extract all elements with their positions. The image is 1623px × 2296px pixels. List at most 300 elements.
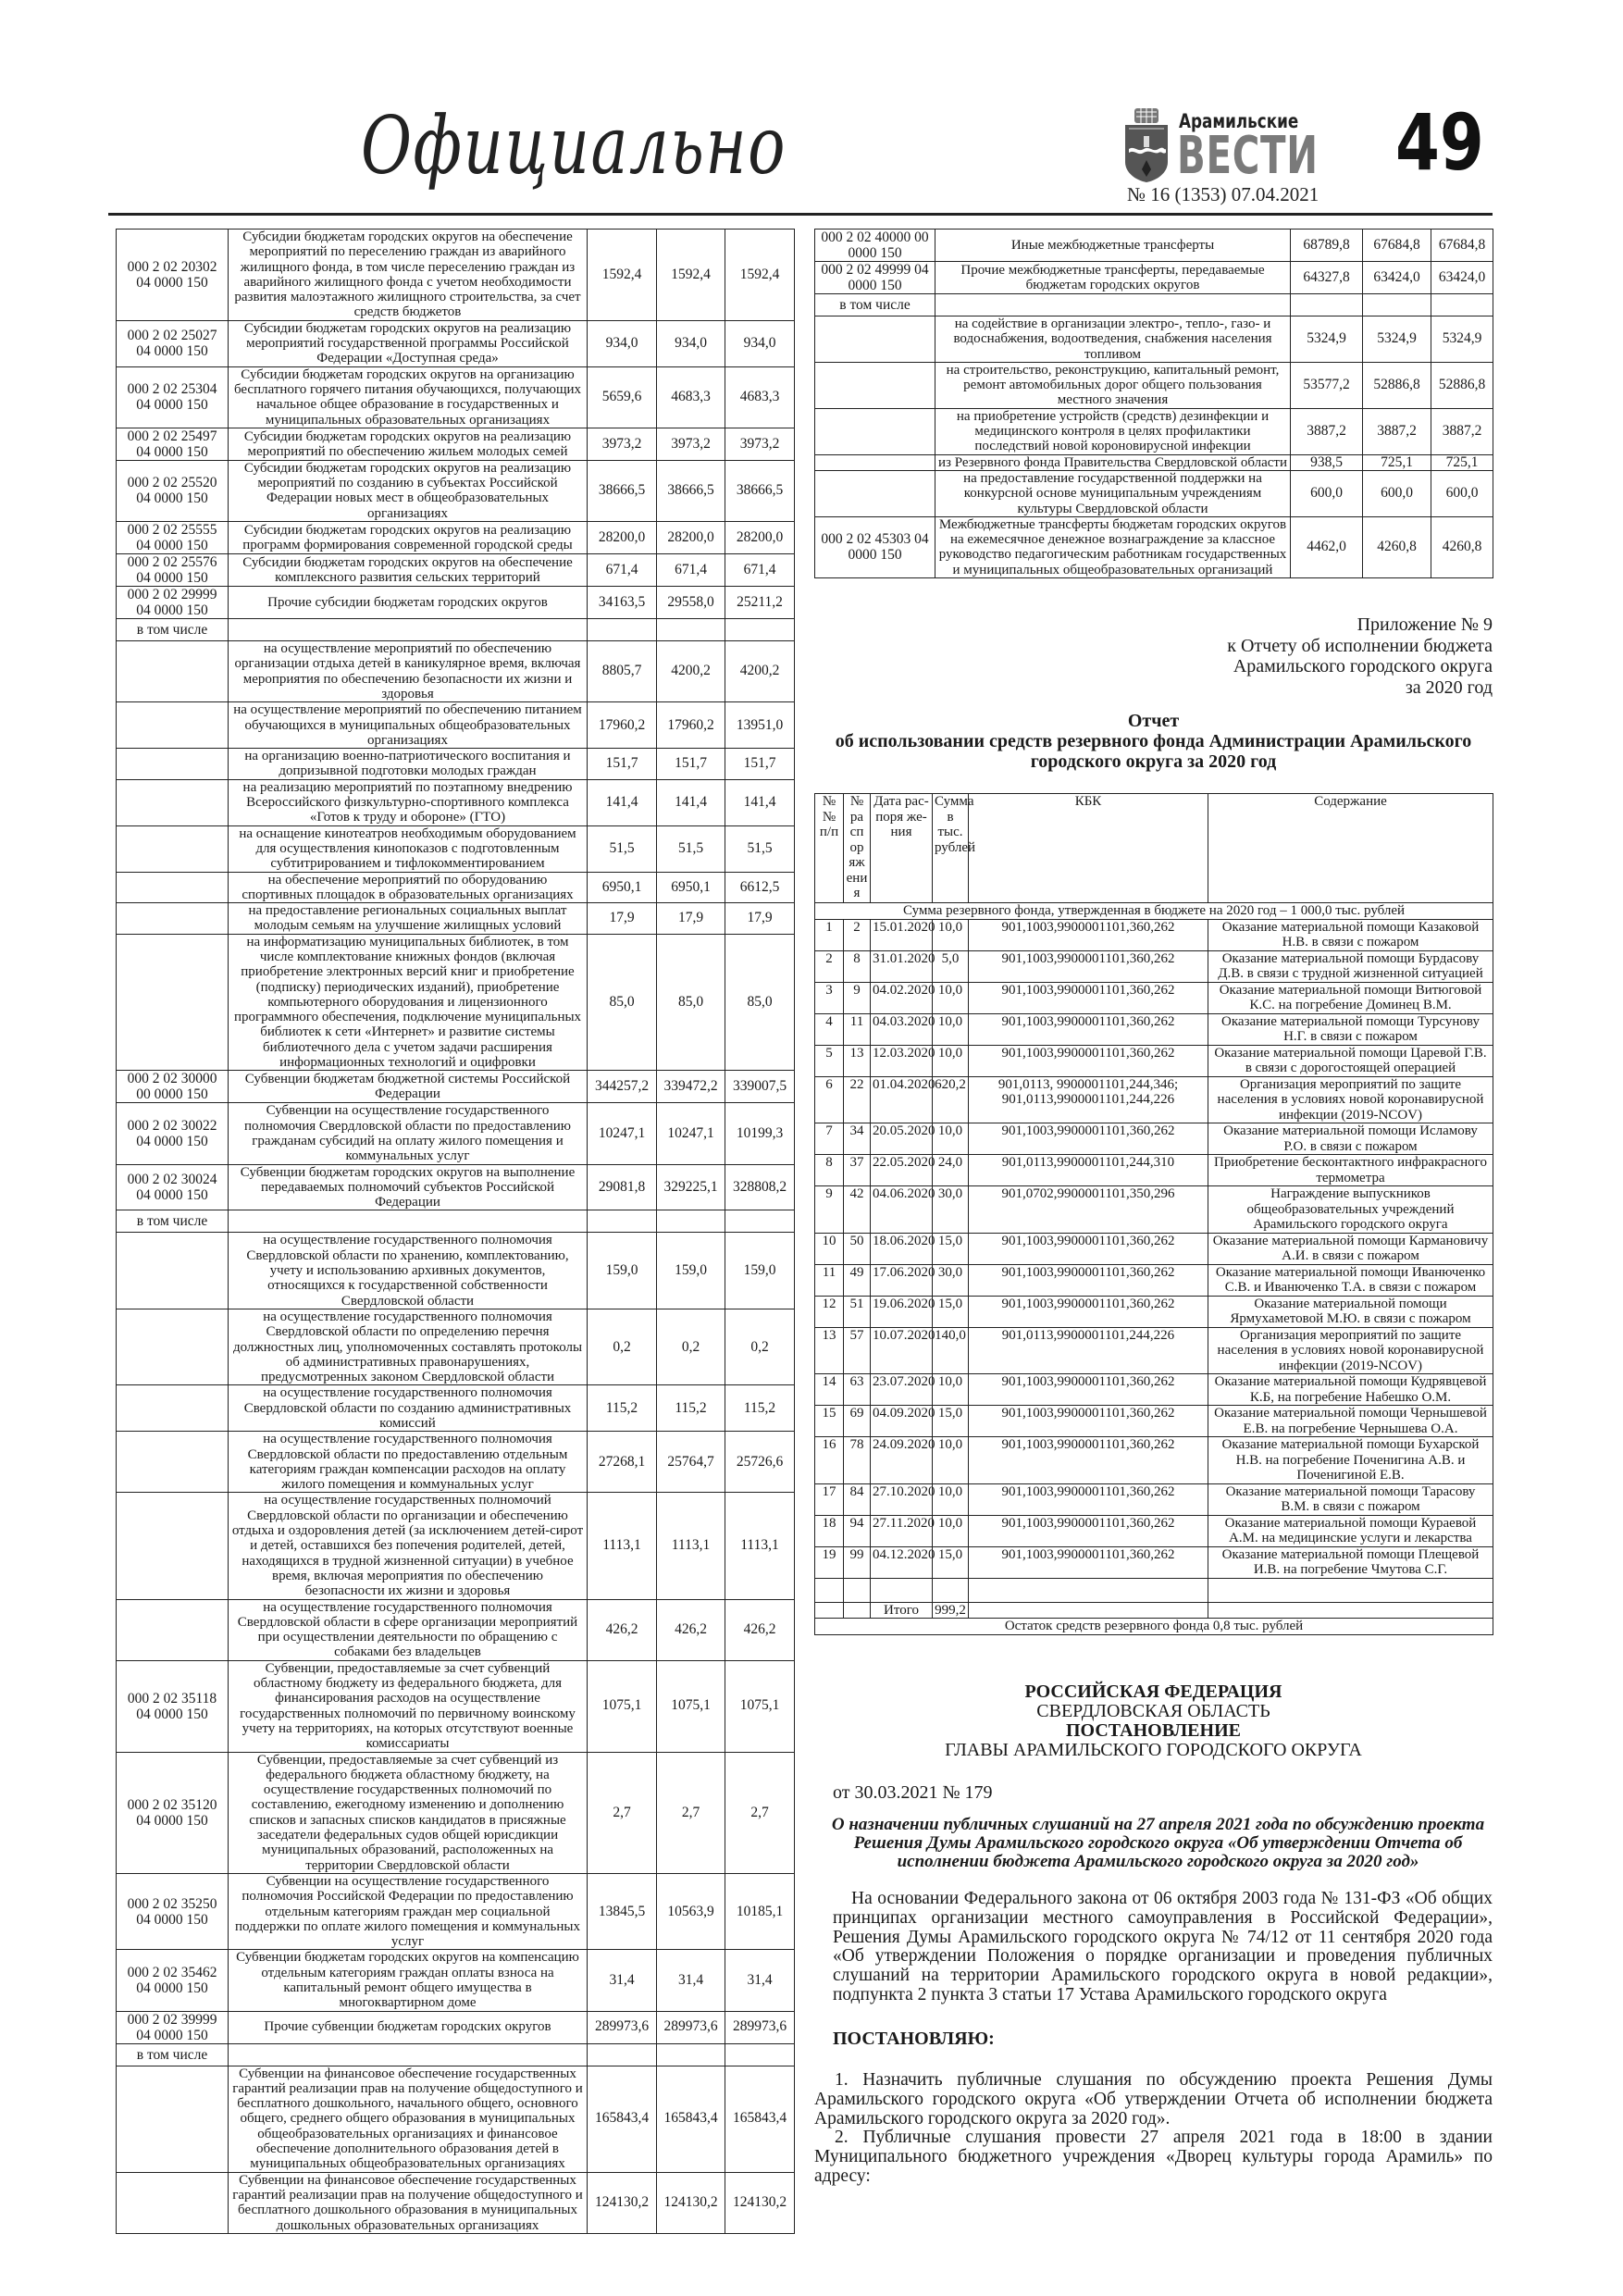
content: Оказание материальной помощи Царевой Г.В. в связи с дорогостоящей операцией (1208, 1045, 1493, 1076)
table-row (117, 522, 795, 554)
decree-preamble (833, 1890, 1493, 2005)
value-col-1: 38666,5 (588, 460, 657, 521)
blank-cell (815, 1578, 844, 1602)
budget-code (117, 1309, 229, 1384)
value-col-2 (657, 1210, 725, 1233)
order-date: 04.02.2020 (871, 982, 933, 1013)
table-row (117, 2066, 795, 2172)
content: Оказание материальной помощи Кармановичу А.И. в связи с пожаром (1208, 1233, 1493, 1264)
value-col-2: 339472,2 (657, 1071, 725, 1103)
table-row (815, 316, 1493, 363)
appendix-line: Приложение № 9 (1357, 614, 1493, 635)
table-row (815, 516, 1493, 577)
row-number: 15 (815, 1406, 844, 1437)
value-col-1 (1291, 294, 1363, 316)
decree-issuer: ГЛАВЫ АРАМИЛЬСКОГО ГОРОДСКОГО ОКРУГА (945, 1740, 1362, 1760)
value-col-3: 934,0 (725, 320, 795, 366)
value-col-2: 5324,9 (1363, 316, 1431, 363)
table-row (117, 230, 795, 321)
value-col-3: 13951,0 (725, 702, 795, 749)
table-row (815, 454, 1493, 470)
column-header-sum: Сумма в тыс. рублей (933, 794, 969, 903)
value-col-1: 17,9 (588, 903, 657, 935)
table-row (117, 641, 795, 702)
value-col-3: 1592,4 (725, 230, 795, 321)
value-col-2: 1592,4 (657, 230, 725, 321)
content: Оказание материальной помощи Иванюченко С.В. и Иванюченко Т.А. в связи с пожаром (1208, 1264, 1493, 1296)
budget-code: в том числе (117, 619, 229, 641)
value-col-3: 25211,2 (725, 587, 795, 619)
budget-description: Субвенции, предоставляемые за счет субвенций областному бюджету из федерального бюджета, для финансирования расходов на осуществление государственных полномочий по первичному воинскому учету на территориях, на которых отсутствуют военные комиссариаты (229, 1660, 588, 1752)
budget-description: на осуществление государственного полномочия Свердловской области по хранению, комплектованию, учету и использованию архивных документов, относящихся к государственной собственности Свердловской области (229, 1233, 588, 1309)
value-col-1: 3887,2 (1291, 408, 1363, 454)
total-row (815, 1602, 1493, 1619)
budget-code (815, 408, 935, 454)
value-col-3: 85,0 (725, 934, 795, 1071)
budget-description: на строительство, реконструкцию, капитальный ремонт, ремонт автомобильных дорог общего пользования местного значения (935, 362, 1291, 408)
table-row (117, 1873, 795, 1949)
order-number: 69 (844, 1406, 871, 1437)
row-number: 17 (815, 1483, 844, 1515)
table-row (117, 779, 795, 825)
budget-description (229, 619, 588, 641)
budget-code: 000 2 02 25520 04 0000 150 (117, 460, 229, 521)
remainder: Остаток средств резервного фонда 0,8 тыс. рублей (815, 1619, 1493, 1635)
content: Организация мероприятий по защите населения в условиях новой коронавирусной инфекции (2019-NCOV) (1208, 1327, 1493, 1374)
value-col-3: 38666,5 (725, 460, 795, 521)
logo-big-text: ВЕСТИ (1177, 126, 1319, 186)
budget-code: 000 2 02 25555 04 0000 150 (117, 522, 229, 554)
budget-code (117, 903, 229, 935)
table-row (117, 1660, 795, 1752)
table-row (117, 903, 795, 935)
value-col-1: 141,4 (588, 779, 657, 825)
budget-description: Субвенции бюджетам бюджетной системы Российской Федерации (229, 1071, 588, 1103)
budget-code (117, 1233, 229, 1309)
content: Приобретение бесконтактного инфракрасного термометра (1208, 1155, 1493, 1186)
value-col-1: 600,0 (1291, 470, 1363, 516)
table-row (815, 470, 1493, 516)
budget-description: на организацию военно-патриотического воспитания и допризывной подготовки молодых граждан (229, 749, 588, 780)
kbk-code: 901,1003,9900001101,360,262 (969, 1264, 1208, 1296)
value-col-1: 6950,1 (588, 872, 657, 903)
budget-code (117, 749, 229, 780)
budget-code: 000 2 02 35462 04 0000 150 (117, 1950, 229, 2011)
table-row (117, 320, 795, 366)
amount: 15,0 (933, 1406, 969, 1437)
total-sum: 999,2 (933, 1602, 969, 1619)
value-col-2: 115,2 (657, 1385, 725, 1432)
budget-description: на осуществление мероприятий по обеспечению организации отдыха детей в каникулярное время, включая мероприятия по обеспечению безопасности их жизни и здоровья (229, 641, 588, 702)
value-col-3: 600,0 (1431, 470, 1493, 516)
amount: 30,0 (933, 1264, 969, 1296)
table-row (117, 428, 795, 460)
table-row (117, 1103, 795, 1164)
order-date: 31.01.2020 (871, 950, 933, 982)
reserve-row (815, 1327, 1493, 1374)
amount: 620,2 (933, 1076, 969, 1123)
column-header-order: № распоряжения (844, 794, 871, 903)
value-col-3: 159,0 (725, 1233, 795, 1309)
budget-code (117, 641, 229, 702)
order-number: 49 (844, 1264, 871, 1296)
budget-code (117, 779, 229, 825)
order-number: 99 (844, 1546, 871, 1578)
budget-code (815, 362, 935, 408)
budget-code (117, 702, 229, 749)
reserve-fund-table (814, 793, 1493, 1635)
order-date: 04.12.2020 (871, 1546, 933, 1578)
budget-description: Субвенции на финансовое обеспечение государственных гарантий реализации прав на получение общедоступного и бесплатного дошкольного, начального общего, основного общего, среднего общего образования в муниципальных общеобразовательных организациях и финансовое обеспечение дополнительного образования детей в муниципальных общеобразовательных организациях (229, 2066, 588, 2172)
order-date: 19.06.2020 (871, 1296, 933, 1327)
kbk-code: 901,1003,9900001101,360,262 (969, 950, 1208, 982)
kbk-code: 901,1003,9900001101,360,262 (969, 1123, 1208, 1155)
table-row (117, 1164, 795, 1210)
reserve-row (815, 982, 1493, 1013)
value-col-1: 151,7 (588, 749, 657, 780)
content: Оказание материальной помощи Витюговой К.С. на погребение Доминец В.М. (1208, 982, 1493, 1013)
amount: 10,0 (933, 982, 969, 1013)
decree-item: 1. Назначить публичные слушания по обсуждению проекта Решения Думы Арамильского городского округа «Об утверждении Отчета об исполнении бюджета Арамильского городского округа за 2020 год». (814, 2070, 1493, 2128)
amount: 10,0 (933, 1515, 969, 1546)
reserve-row (815, 1045, 1493, 1076)
budget-code (117, 872, 229, 903)
kbk-code: 901,1003,9900001101,360,262 (969, 982, 1208, 1013)
value-col-1: 1113,1 (588, 1493, 657, 1599)
kbk-code: 901,1003,9900001101,360,262 (969, 1483, 1208, 1515)
kbk-code: 901,1003,9900001101,360,262 (969, 1374, 1208, 1406)
blank-cell (844, 1602, 871, 1619)
order-number: 84 (844, 1483, 871, 1515)
value-col-3: 51,5 (725, 825, 795, 872)
row-number: 10 (815, 1233, 844, 1264)
budget-code: 000 2 02 45303 04 0000 150 (815, 516, 935, 577)
value-col-2: 67684,8 (1363, 230, 1431, 262)
table-row (117, 749, 795, 780)
budget-code: 000 2 02 35118 04 0000 150 (117, 1660, 229, 1752)
budget-description: Субсидии бюджетам городских округов на реализацию программ формирования современной городской среды (229, 522, 588, 554)
value-col-1: 124130,2 (588, 2172, 657, 2233)
content: Оказание материальной помощи Тарасову В.М. в связи с пожаром (1208, 1483, 1493, 1515)
budget-code (117, 1432, 229, 1493)
budget-description: на предоставление государственной поддержки на конкурсной основе муниципальным учреждениям культуры Свердловской области (935, 470, 1291, 516)
reserve-row (815, 1123, 1493, 1155)
reserve-row (815, 1264, 1493, 1296)
value-col-2 (657, 2043, 725, 2066)
budget-code (117, 934, 229, 1071)
table-row (117, 1385, 795, 1432)
order-number: 8 (844, 950, 871, 982)
table-row (815, 362, 1493, 408)
value-col-3: 289973,6 (725, 2011, 795, 2043)
amount: 10,0 (933, 1013, 969, 1045)
budget-description: на осуществление государственного полномочия Свердловской области по определению перечня должностных лиц, уполномоченных составлять протоколы об административных правонарушениях, предусмотренных законом Свердловской области (229, 1309, 588, 1384)
row-number: 19 (815, 1546, 844, 1578)
value-col-2: 671,4 (657, 554, 725, 587)
order-date: 18.06.2020 (871, 1233, 933, 1264)
order-date: 04.06.2020 (871, 1186, 933, 1234)
value-col-1: 344257,2 (588, 1071, 657, 1103)
order-number: 42 (844, 1186, 871, 1234)
budget-code: 000 2 02 29999 04 0000 150 (117, 587, 229, 619)
value-col-1: 4462,0 (1291, 516, 1363, 577)
row-number: 14 (815, 1374, 844, 1406)
value-col-2 (657, 619, 725, 641)
value-col-2 (1363, 294, 1431, 316)
order-date: 12.03.2020 (871, 1045, 933, 1076)
amount: 24,0 (933, 1155, 969, 1186)
budget-code: 000 2 02 30000 00 0000 150 (117, 1071, 229, 1103)
table-row (117, 2172, 795, 2233)
budget-code: 000 2 02 20302 04 0000 150 (117, 230, 229, 321)
budget-description: на осуществление государственных полномочий Свердловской области по организации и обеспечению отдыха и оздоровления детей (за исключением детей-сирот и детей, оставшихся без попечения родителей, детей, находящихся в трудной жизненной ситуации) в учебное время, включая мероприятия по обеспечению безопасности их жизни и здоровья (229, 1493, 588, 1599)
order-number: 37 (844, 1155, 871, 1186)
order-date: 27.10.2020 (871, 1483, 933, 1515)
blank-cell (1208, 1602, 1493, 1619)
value-col-1: 671,4 (588, 554, 657, 587)
table-row (117, 934, 795, 1071)
reserve-row (815, 1233, 1493, 1264)
budget-description (935, 294, 1291, 316)
content: Оказание материальной помощи Турсунову Н.Г. в связи с пожаром (1208, 1013, 1493, 1045)
budget-description: Субсидии бюджетам городских округов на организацию бесплатного горячего питания обучающихся, получающих начальное общее образование в государственных и муниципальных образовательных организациях (229, 366, 588, 428)
amount: 10,0 (933, 1374, 969, 1406)
budget-code (117, 825, 229, 872)
budget-description: на обеспечение мероприятий по оборудованию спортивных площадок в образовательных организациях (229, 872, 588, 903)
value-col-2: 165843,4 (657, 2066, 725, 2172)
content: Оказание материальной помощи Кудрявцевой К.Б, на погребение Набешко О.М. (1208, 1374, 1493, 1406)
decree-header (814, 1682, 1493, 1760)
value-col-2: 51,5 (657, 825, 725, 872)
table-row (117, 1309, 795, 1384)
reserve-row (815, 1483, 1493, 1515)
value-col-2: 934,0 (657, 320, 725, 366)
amount: 10,0 (933, 1123, 969, 1155)
amount: 10,0 (933, 1437, 969, 1484)
reserve-row (815, 950, 1493, 982)
order-number: 13 (844, 1045, 871, 1076)
appendix-line: к Отчету об исполнении бюджета (1227, 635, 1493, 656)
decree-resolve: ПОСТАНОВЛЯЮ: (833, 2029, 995, 2049)
value-col-3: 67684,8 (1431, 230, 1493, 262)
value-col-1 (588, 619, 657, 641)
value-col-3: 17,9 (725, 903, 795, 935)
value-col-1: 0,2 (588, 1309, 657, 1384)
row-number: 6 (815, 1076, 844, 1123)
table-row (117, 1233, 795, 1309)
table-row (815, 294, 1493, 316)
value-col-3: 52886,8 (1431, 362, 1493, 408)
appendix-line: за 2020 год (1405, 676, 1493, 698)
order-number: 50 (844, 1233, 871, 1264)
value-col-2: 1075,1 (657, 1660, 725, 1752)
budget-description: на оснащение кинотеатров необходимым оборудованием для осуществления кинопоказов с подготовленным субтитрированием и тифлокомментированием (229, 825, 588, 872)
value-col-2: 17960,2 (657, 702, 725, 749)
budget-description: Субвенции на осуществление государственного полномочия Российской Федерации по предоставлению отдельным категориям граждан мер социальной поддержки по оплате жилого помещения и коммунальных услуг (229, 1873, 588, 1949)
budget-code (815, 470, 935, 516)
budget-description: из Резервного фонда Правительства Свердловской области (935, 454, 1291, 470)
value-col-2: 63424,0 (1363, 262, 1431, 294)
order-number: 94 (844, 1515, 871, 1546)
budget-code (117, 1493, 229, 1599)
value-col-1: 5324,9 (1291, 316, 1363, 363)
reserve-row (815, 1155, 1493, 1186)
budget-code (117, 2172, 229, 2233)
reserve-row (815, 1374, 1493, 1406)
budget-description: на реализацию мероприятий по поэтапному внедрению Всероссийского физкультурно-спортивного комплекса «Готов к труду и обороне» (ГТО) (229, 779, 588, 825)
budget-description: Межбюджетные трансферты бюджетам городских округов на ежемесячное денежное вознаграждение за классное руководство педагогическим работникам государственных и муниципальных общеобразовательных организаций (935, 516, 1291, 577)
budget-code: 000 2 02 25304 04 0000 150 (117, 366, 229, 428)
content: Оказание материальной помощи Плещевой И.В. на погребение Чмутова С.Г. (1208, 1546, 1493, 1578)
reserve-row (815, 1076, 1493, 1123)
value-col-2: 4200,2 (657, 641, 725, 702)
row-number: 12 (815, 1296, 844, 1327)
value-col-1: 85,0 (588, 934, 657, 1071)
decree-date-number: от 30.03.2021 № 179 (833, 1782, 993, 1803)
value-col-2: 85,0 (657, 934, 725, 1071)
value-col-1: 1075,1 (588, 1660, 657, 1752)
newspaper-logo (1123, 108, 1345, 184)
blank-cell (933, 1578, 969, 1602)
decree-items (814, 2071, 1493, 2187)
row-number: 13 (815, 1327, 844, 1374)
order-number: 22 (844, 1076, 871, 1123)
value-col-3: 151,7 (725, 749, 795, 780)
table-row (117, 825, 795, 872)
table-row (117, 872, 795, 903)
kbk-code: 901,1003,9900001101,360,262 (969, 919, 1208, 950)
decree-type: ПОСТАНОВЛЕНИЕ (1066, 1720, 1241, 1741)
value-col-3: 426,2 (725, 1599, 795, 1660)
value-col-1: 115,2 (588, 1385, 657, 1432)
value-col-3 (1431, 294, 1493, 316)
value-col-2: 159,0 (657, 1233, 725, 1309)
row-number: 1 (815, 919, 844, 950)
budget-description: на содействие в организации электро-, тепло-, газо- и водоснабжения, водоотведения, снабжения населения топливом (935, 316, 1291, 363)
value-col-3: 2,7 (725, 1752, 795, 1873)
budget-code: в том числе (815, 294, 935, 316)
value-col-3 (725, 1210, 795, 1233)
budget-code (117, 1599, 229, 1660)
value-col-1: 34163,5 (588, 587, 657, 619)
order-number: 51 (844, 1296, 871, 1327)
column-header-number: №№ п/п (815, 794, 844, 903)
value-col-1: 165843,4 (588, 2066, 657, 2172)
budget-code: 000 2 02 25027 04 0000 150 (117, 320, 229, 366)
value-col-2: 124130,2 (657, 2172, 725, 2233)
value-col-1: 53577,2 (1291, 362, 1363, 408)
value-col-2: 2,7 (657, 1752, 725, 1873)
order-number: 34 (844, 1123, 871, 1155)
budget-description: Субсидии бюджетам городских округов на реализацию мероприятий государственной программы Российской Федерации «Доступная среда» (229, 320, 588, 366)
content: Оказание материальной помощи Бурдасову Д.В. в связи с трудной жизненной ситуацией (1208, 950, 1493, 982)
value-col-1: 17960,2 (588, 702, 657, 749)
row-number: 5 (815, 1045, 844, 1076)
column-header-date: Дата распоря жения (871, 794, 933, 903)
approved-amount: Сумма резервного фонда, утвержденная в бюджете на 2020 год – 1 000,0 тыс. рублей (815, 903, 1493, 920)
blank-cell (815, 1602, 844, 1619)
value-col-3: 10199,3 (725, 1103, 795, 1164)
order-date: 24.09.2020 (871, 1437, 933, 1484)
row-number: 8 (815, 1155, 844, 1186)
value-col-2: 329225,1 (657, 1164, 725, 1210)
value-col-3: 165843,4 (725, 2066, 795, 2172)
budget-code: 000 2 02 30024 04 0000 150 (117, 1164, 229, 1210)
content: Награждение выпускников общеобразовательных учреждений Арамильского городского округа (1208, 1186, 1493, 1234)
budget-code: 000 2 02 35120 04 0000 150 (117, 1752, 229, 1873)
blank-cell (969, 1602, 1208, 1619)
value-col-3: 6612,5 (725, 872, 795, 903)
amount: 140,0 (933, 1327, 969, 1374)
value-col-3: 4200,2 (725, 641, 795, 702)
budget-code: 000 2 02 40000 00 0000 150 (815, 230, 935, 262)
table-row (117, 587, 795, 619)
budget-description: Субвенции бюджетам городских округов на выполнение передаваемых полномочий субъектов Российской Федерации (229, 1164, 588, 1210)
value-col-3: 725,1 (1431, 454, 1493, 470)
value-col-3: 671,4 (725, 554, 795, 587)
row-number: 3 (815, 982, 844, 1013)
order-number: 9 (844, 982, 871, 1013)
content: Оказание материальной помощи Кураевой А.М. на медицинские услуги и лекарства (1208, 1515, 1493, 1546)
order-date: 20.05.2020 (871, 1123, 933, 1155)
amount: 15,0 (933, 1233, 969, 1264)
reserve-row (815, 1296, 1493, 1327)
value-col-3: 1075,1 (725, 1660, 795, 1752)
budget-code: 000 2 02 30022 04 0000 150 (117, 1103, 229, 1164)
order-number: 2 (844, 919, 871, 950)
table-row (117, 1493, 795, 1599)
value-col-1: 28200,0 (588, 522, 657, 554)
amount: 15,0 (933, 1546, 969, 1578)
order-date: 10.07.2020 (871, 1327, 933, 1374)
budget-description: Прочие межбюджетные трансферты, передаваемые бюджетам городских округов (935, 262, 1291, 294)
budget-description: на осуществление государственного полномочия Свердловской области по созданию административных комиссий (229, 1385, 588, 1432)
value-col-1: 289973,6 (588, 2011, 657, 2043)
budget-description: на предоставление региональных социальных выплат молодым семьям на улучшение жилищных условий (229, 903, 588, 935)
remainder-row (815, 1619, 1493, 1635)
budget-description: Субсидии бюджетам городских округов на реализацию мероприятий по обеспечению жильем молодых семей (229, 428, 588, 460)
budget-description: Субсидии бюджетам городских округов на обеспечение мероприятий по переселению граждан из аварийного жилищного фонда, в том числе переселению граждан из аварийного жилищного фонда с учетом необходимости развития малоэтажного жилищного строительства, за счет средств бюджетов (229, 230, 588, 321)
value-col-3: 339007,5 (725, 1071, 795, 1103)
amount: 10,0 (933, 919, 969, 950)
value-col-2: 28200,0 (657, 522, 725, 554)
value-col-1: 2,7 (588, 1752, 657, 1873)
value-col-1: 68789,8 (1291, 230, 1363, 262)
value-col-2: 4683,3 (657, 366, 725, 428)
budget-description: Субвенции на финансовое обеспечение государственных гарантий реализации прав на получение общедоступного и бесплатного дошкольного образования в муниципальных дошкольных образовательных организациях (229, 2172, 588, 2233)
order-number: 11 (844, 1013, 871, 1045)
budget-code (815, 454, 935, 470)
value-col-2: 38666,5 (657, 460, 725, 521)
value-col-3: 5324,9 (1431, 316, 1493, 363)
order-date: 04.03.2020 (871, 1013, 933, 1045)
value-col-3: 1113,1 (725, 1493, 795, 1599)
budget-description: на осуществление государственного полномочия Свердловской области в сфере организации мероприятий при осуществлении деятельности по обращению с собаками без владельцев (229, 1599, 588, 1660)
table-row (117, 619, 795, 641)
value-col-1 (588, 2043, 657, 2066)
value-col-1: 29081,8 (588, 1164, 657, 1210)
report-subtitle: об использовании средств резервного фонда Администрации Арамильского городского округа за 2020 год (835, 731, 1472, 772)
kbk-code: 901,1003,9900001101,360,262 (969, 1045, 1208, 1076)
table-row (117, 1432, 795, 1493)
value-col-1: 426,2 (588, 1599, 657, 1660)
kbk-code: 901,0113,9900001101,244,226 (969, 1327, 1208, 1374)
order-number: 57 (844, 1327, 871, 1374)
content: Оказание материальной помощи Чернышевой Е.В. на погребение Чернышева О.А. (1208, 1406, 1493, 1437)
column-header-kbk: КБК (969, 794, 1208, 903)
value-col-2: 141,4 (657, 779, 725, 825)
budget-code: в том числе (117, 2043, 229, 2066)
